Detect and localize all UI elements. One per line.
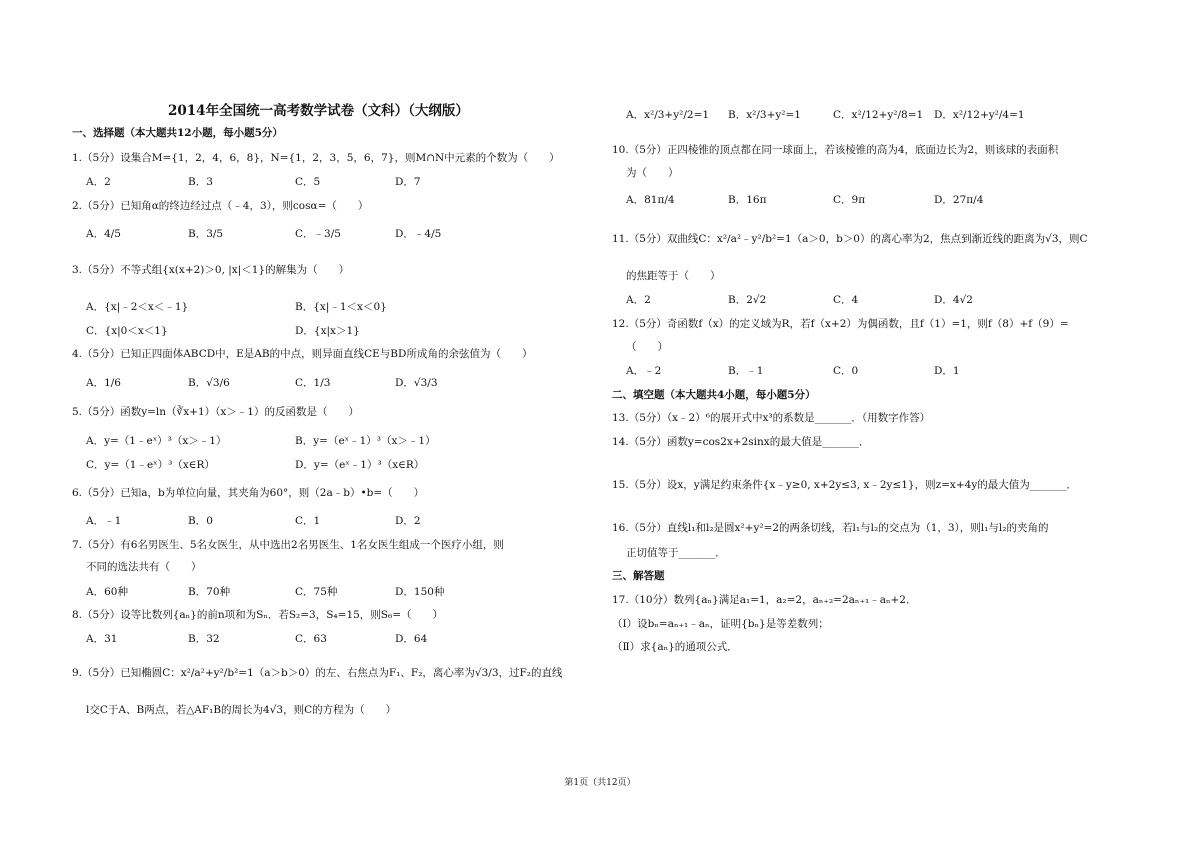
option: D．2 — [395, 515, 421, 527]
question-12-line-2: （ ） — [626, 341, 668, 353]
option: D．√3/3 — [395, 377, 438, 389]
option: D．﹣4/5 — [395, 228, 442, 240]
question-13: 13.（5分）（x﹣2）⁶的展开式中x³的系数是_______．（用数字作答） — [612, 412, 931, 424]
option: D．x²/12+y²/4=1 — [934, 109, 1025, 121]
question-17-part-2: （Ⅱ）求{aₙ}的通项公式． — [612, 641, 738, 653]
option: D．y=（eˣ﹣1）³（x∈R） — [295, 459, 425, 471]
option: A．﹣2 — [626, 365, 662, 377]
option: C．0 — [833, 365, 859, 377]
option: B．0 — [188, 515, 213, 527]
option: B．2√2 — [728, 294, 767, 306]
option: D．4√2 — [934, 294, 973, 306]
question-14: 14.（5分）函数y=cos2x+2sinx的最大值是_______． — [612, 436, 870, 448]
option: C．4 — [833, 294, 859, 306]
option: A．31 — [86, 633, 118, 645]
option: A．1/6 — [86, 377, 121, 389]
option: C．75种 — [295, 586, 338, 598]
question-11-line-1: 11.（5分）双曲线C：x²/a²﹣y²/b²=1（a＞0，b＞0）的离心率为2，焦点到渐近线的距离为√3，则C — [612, 233, 1088, 245]
option: B．3/5 — [188, 228, 224, 240]
option: B．70种 — [188, 586, 231, 598]
question-7-line-1: 7.（5分）有6名男医生、5名女医生，从中选出2名男医生、1名女医生组成一个医疗小组，则 — [72, 539, 504, 551]
option: A．y=（1﹣eˣ）³（x＞﹣1） — [86, 435, 227, 447]
option: C．y=（1﹣eˣ）³（x∈R） — [86, 459, 215, 471]
option: A．{x|﹣2＜x＜﹣1} — [86, 301, 189, 313]
option: D．150种 — [395, 586, 445, 598]
option: D．27π/4 — [934, 194, 984, 206]
section-heading-fill: 二、填空题（本大题共4小题，每小题5分） — [612, 389, 816, 401]
question-17: 17.（10分）数列{aₙ}满足a₁=1，a₂=2，aₙ₊₂=2aₙ₊₁﹣aₙ+2． — [612, 594, 917, 606]
question-16-line-2: 正切值等于_______． — [626, 547, 726, 559]
question-9-line-1: 9.（5分）已知椭圆C：x²/a²+y²/b²=1（a＞b＞0）的左、右焦点为F₁、F₂，离心率为√3/3，过F₂的直线 — [72, 667, 563, 679]
option: B．{x|﹣1＜x＜0} — [295, 301, 387, 313]
option: B．32 — [188, 633, 220, 645]
option: C．9π — [833, 194, 866, 206]
option: B．16π — [728, 194, 767, 206]
option: B．x²/3+y²=1 — [728, 109, 801, 121]
option: A．60种 — [86, 586, 128, 598]
option: B．y=（eˣ﹣1）³（x＞﹣1） — [295, 435, 436, 447]
question-4: 4.（5分）已知正四面体ABCD中，E是AB的中点，则异面直线CE与BD所成角的余弦值为（ ） — [72, 348, 533, 360]
question-8: 8.（5分）设等比数列{aₙ}的前n项和为Sₙ．若S₂=3，S₄=15，则S₆=（ ） — [72, 609, 444, 621]
option: A．2 — [86, 176, 111, 188]
question-16-line-1: 16.（5分）直线l₁和l₂是圆x²+y²=2的两条切线，若l₁与l₂的交点为（1，3），则l₁与l₂的夹角的 — [612, 522, 1049, 534]
question-10-line-2: 为（ ） — [626, 167, 679, 179]
option: C．﹣3/5 — [295, 228, 341, 240]
question-1: 1.（5分）设集合M={1，2，4，6，8}，N={1，2，3，5，6，7}，则M∩N中元素的个数为（ ） — [72, 152, 560, 164]
option: D．64 — [395, 633, 428, 645]
option: B．√3/6 — [188, 377, 230, 389]
option: A．81π/4 — [626, 194, 675, 206]
option: C．{x|0＜x＜1} — [86, 325, 168, 337]
page-title: 2014年全国统一高考数学试卷（文科）（大纲版） — [168, 103, 469, 119]
option: A．4/5 — [86, 228, 121, 240]
option: D．7 — [395, 176, 421, 188]
option: D．1 — [934, 365, 960, 377]
option: C．63 — [295, 633, 327, 645]
question-12-line-1: 12.（5分）奇函数f（x）的定义域为R，若f（x+2）为偶函数，且f（1）=1，则f（8）+f（9）= — [612, 318, 1069, 330]
question-6: 6.（5分）已知a，b为单位向量，其夹角为60°，则（2a﹣b）•b=（ ） — [72, 487, 425, 499]
question-3: 3.（5分）不等式组{x(x+2)＞0, |x|＜1}的解集为（ ） — [72, 264, 350, 276]
option: B．3 — [188, 176, 213, 188]
option: B．﹣1 — [728, 365, 764, 377]
section-heading-choice: 一、选择题（本大题共12小题，每小题5分） — [72, 127, 283, 139]
option: C．1/3 — [295, 377, 331, 389]
option: C．x²/12+y²/8=1 — [833, 109, 924, 121]
page-footer: 第1页（共12页） — [564, 778, 636, 788]
question-5: 5.（5分）函数y=ln（∛x+1）（x＞﹣1）的反函数是（ ） — [72, 406, 359, 418]
section-heading-answer: 三、解答题 — [612, 570, 665, 582]
option: C．5 — [295, 176, 321, 188]
question-17-part-1: （Ⅰ）设bₙ=aₙ₊₁﹣aₙ，证明{bₙ}是等差数列； — [612, 618, 829, 630]
option: C．1 — [295, 515, 321, 527]
option: D．{x|x＞1} — [295, 325, 360, 337]
question-15: 15.（5分）设x，y满足约束条件{x﹣y≥0, x+2y≤3, x﹣2y≤1}，则z=x+4y的最大值为_______． — [612, 479, 1078, 491]
option: A．﹣1 — [86, 515, 122, 527]
question-11-line-2: 的焦距等于（ ） — [626, 270, 721, 282]
question-7-line-2: 不同的选法共有（ ） — [86, 561, 202, 573]
option: A．2 — [626, 294, 651, 306]
question-10-line-1: 10.（5分）正四棱锥的顶点都在同一球面上，若该棱锥的高为4，底面边长为2，则该球的表面积 — [612, 144, 1059, 156]
option: A．x²/3+y²/2=1 — [626, 109, 710, 121]
question-9-line-2: l交C于A、B两点，若△AF₁B的周长为4√3，则C的方程为（ ） — [86, 704, 397, 716]
question-2: 2.（5分）已知角α的终边经过点（﹣4，3），则cosα=（ ） — [72, 200, 369, 212]
